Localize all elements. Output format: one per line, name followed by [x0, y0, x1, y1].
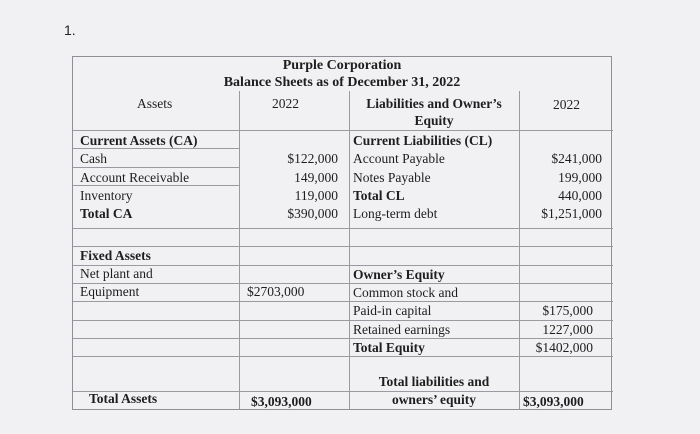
divider	[73, 228, 613, 229]
inventory-label: Inventory	[80, 188, 133, 203]
year-header-right: 2022	[553, 97, 580, 112]
ap-label: Account Payable	[353, 151, 445, 166]
total-ca-label: Total CA	[80, 206, 133, 221]
np-label: Notes Payable	[353, 170, 431, 185]
divider	[73, 167, 239, 168]
total-equity-label: Total Equity	[353, 340, 425, 355]
pic-value: $175,000	[542, 303, 593, 318]
npe-value: $2703,000	[247, 284, 305, 299]
total-assets-label: Total Assets	[89, 391, 158, 406]
pic-label: Paid-in capital	[353, 303, 432, 318]
cash-value: $122,000	[287, 151, 338, 166]
ltd-value: $1,251,000	[541, 206, 602, 221]
assets-header: Assets	[137, 96, 173, 111]
year-header-left: 2022	[272, 96, 299, 111]
cash-label: Cash	[80, 151, 107, 166]
np-value: 199,000	[558, 170, 602, 185]
divider	[73, 130, 613, 131]
current-liabilities-heading: Current Liabilities (CL)	[353, 133, 493, 148]
divider	[239, 91, 240, 409]
inventory-value: 119,000	[294, 188, 338, 203]
divider	[519, 91, 520, 409]
total-assets-value: $3,093,000	[251, 394, 312, 409]
current-assets-heading: Current Assets (CA)	[80, 133, 198, 148]
total-ca-value: $390,000	[287, 206, 338, 221]
ltd-label: Long-term debt	[353, 206, 438, 221]
tle-label-2: owners’ equity	[391, 392, 477, 407]
liabilities-header: Liabilities and Owner’s	[366, 96, 502, 111]
balance-sheet-table	[72, 56, 612, 410]
tle-label-1: Total liabilities and	[378, 374, 490, 389]
divider	[73, 246, 613, 247]
re-label: Retained earnings	[353, 322, 451, 337]
npe-label-2: Equipment	[80, 284, 140, 299]
re-value: 1227,000	[542, 322, 593, 337]
total-cl-value: 440,000	[558, 188, 602, 203]
te-value: $1402,000	[535, 340, 593, 355]
fixed-assets-heading: Fixed Assets	[80, 248, 151, 263]
divider	[73, 356, 613, 357]
liabilities-header-line2: Equity	[414, 113, 454, 128]
question-number: 1.	[64, 22, 76, 38]
tle-value: $3,093,000	[523, 394, 584, 409]
ar-value: 149,000	[294, 170, 338, 185]
npe-label-1: Net plant and	[80, 266, 153, 281]
divider	[349, 91, 350, 409]
owners-equity-heading: Owner’s Equity	[353, 267, 445, 282]
common-stock-label: Common stock and	[353, 285, 458, 300]
total-cl-label: Total CL	[353, 188, 405, 203]
ap-value: $241,000	[551, 151, 602, 166]
company-title: Purple Corporation	[282, 58, 402, 73]
ar-label: Account Receivable	[80, 170, 190, 185]
divider	[73, 283, 613, 284]
divider	[73, 265, 613, 266]
statement-subtitle: Balance Sheets as of December 31, 2022	[223, 75, 461, 90]
